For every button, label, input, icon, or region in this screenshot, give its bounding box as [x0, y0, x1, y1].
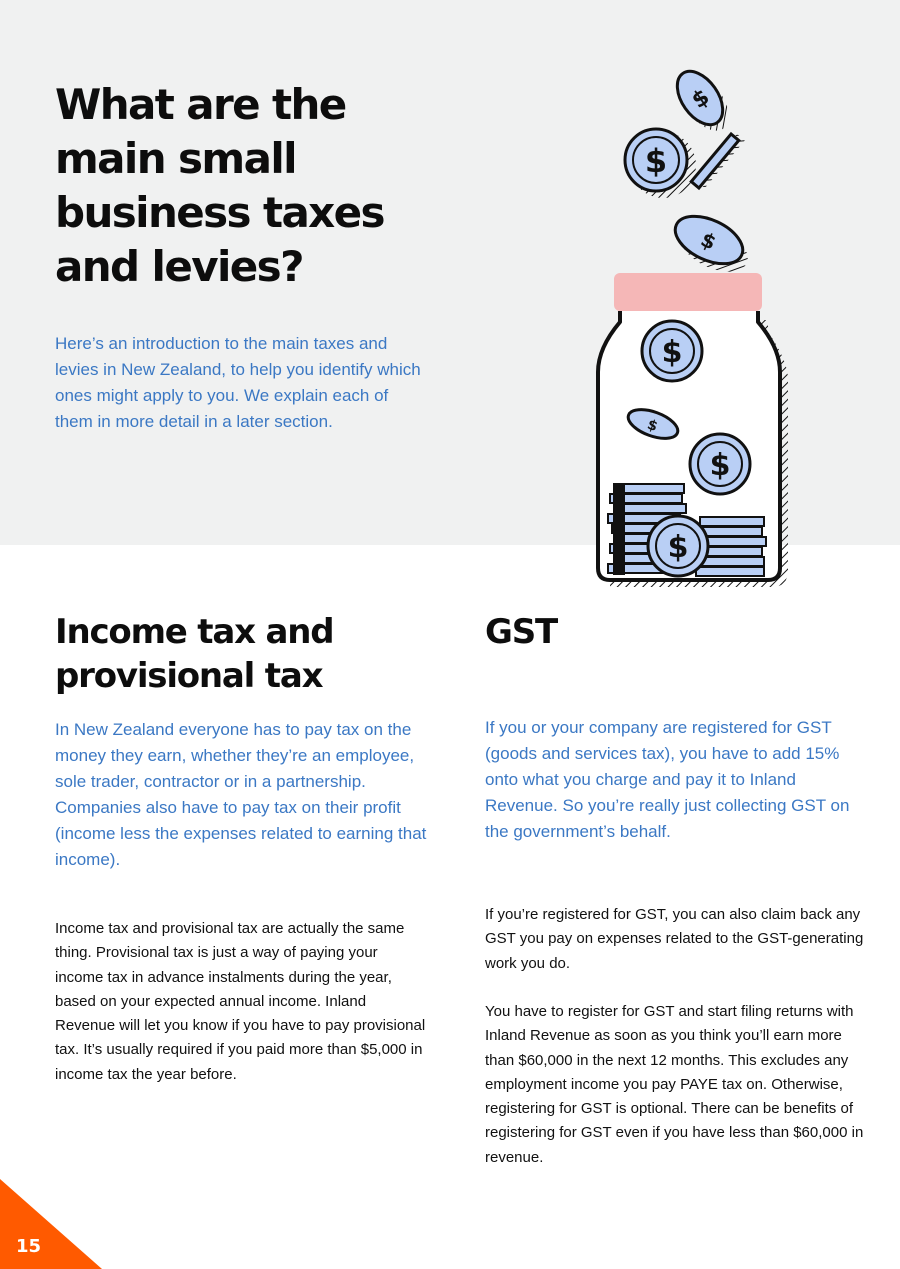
coin-icon	[690, 434, 750, 494]
coin-icon	[648, 516, 708, 576]
page-number: 15	[16, 1236, 42, 1257]
coin-symbol: $	[697, 227, 720, 255]
income-tax-heading: Income tax and provisional tax	[55, 612, 334, 696]
coin-icon	[625, 129, 696, 198]
income-tax-lead: In New Zealand everyone has to pay tax on the money they earn, whether they’re an employee, sole trader, contractor or in a partnership. Companies also have to pay tax on their profit (income less the expenses related to earning that income).	[55, 720, 427, 869]
falling-coin-edge-icon	[691, 134, 745, 188]
money-jar-icon	[590, 62, 800, 602]
gst-body-paragraph-1: If you’re registered for GST, you can also claim back any GST you pay on expenses related to the GST-generating work you do.	[485, 906, 864, 972]
intro-text: Here’s an introduction to the main taxes and levies in New Zealand, to help you identify which ones might apply to you. We explain each of them in more detail in a later section.	[55, 334, 421, 431]
coin-icon	[642, 321, 702, 381]
income-tax-body: Income tax and provisional tax are actually the same thing. Provisional tax is just a way of paying your income tax in advance instalments during the year, based on your expected annual income. Inland Revenue will let you know if you have to pay provisional tax. It’s usually required if you paid more than $5,000 in income tax the year before.	[55, 920, 426, 1083]
gst-body-paragraph-2: You have to register for GST and start filing returns with Inland Revenue as soon as you think you’ll earn more than $60,000 in the next 12 months. This excludes any employment income you pay PAYE tax on. Otherwise, registering for GST is optional. There can be benefits of registering for GST even if you have less than $60,000 in revenue.	[485, 1003, 864, 1166]
coin-symbol: $	[661, 335, 683, 370]
jar-lid	[614, 273, 762, 311]
coin-symbol: $	[644, 142, 668, 180]
falling-coin-icon	[668, 207, 755, 282]
coin-symbol: $	[644, 416, 660, 436]
coin-symbol: $	[709, 448, 731, 483]
falling-coin-icon	[668, 63, 738, 139]
coin-symbol: $	[667, 530, 689, 565]
gst-heading: GST	[485, 612, 557, 652]
gst-lead: If you or your company are registered for GST (goods and services tax), you have to add 15% onto what you charge and pay it to Inland Revenue. So you’re really just collecting GST on the government’s behalf.	[485, 718, 850, 841]
page-title: What are the main small business taxes and levies?	[55, 80, 384, 291]
coin-symbol: $	[687, 84, 715, 114]
